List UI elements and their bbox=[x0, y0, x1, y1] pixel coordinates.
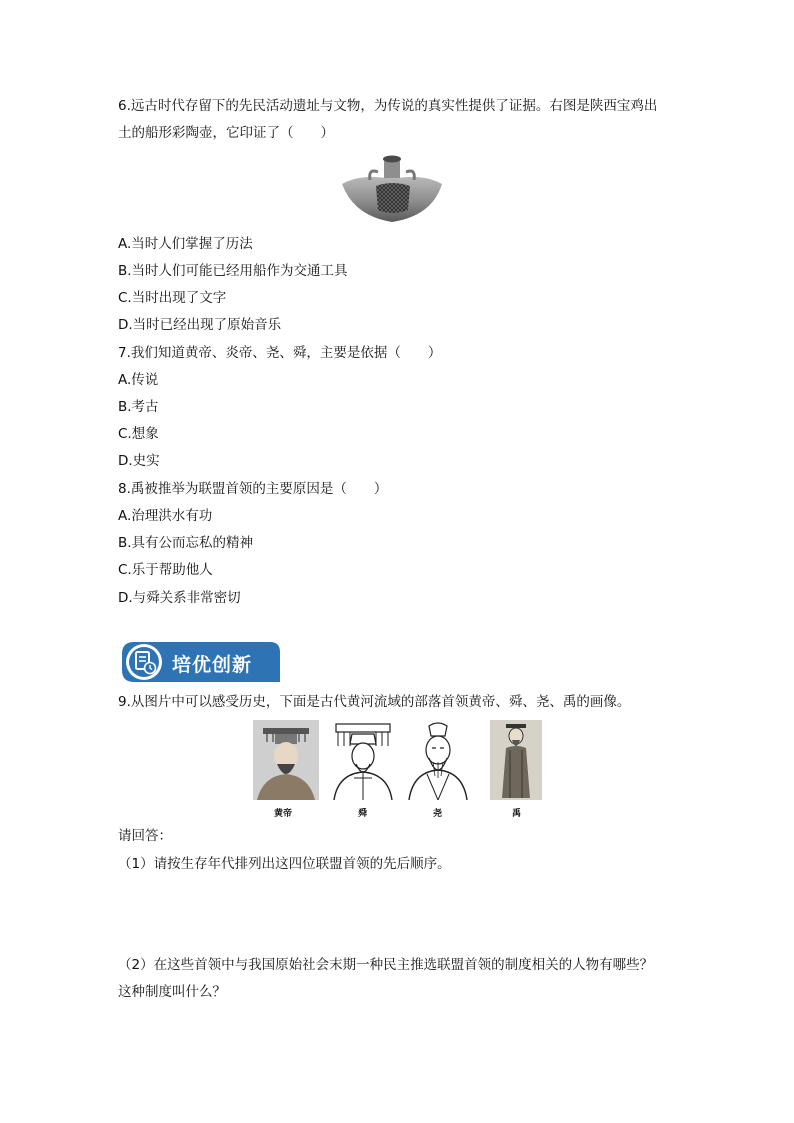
q8-option-a: A.治理洪水有功 bbox=[118, 508, 213, 524]
document-clock-icon bbox=[126, 644, 162, 680]
caption-yu: 禹 bbox=[512, 809, 522, 819]
q9-sub2-line1: （2）在这些首领中与我国原始社会末期一种民主推选联盟首领的制度相关的人物有哪些？ bbox=[118, 957, 654, 973]
boat-shaped-pottery-pot-image bbox=[340, 150, 444, 226]
q8-stem: 8.禹被推举为联盟首领的主要原因是（ ） bbox=[118, 481, 388, 497]
q6-option-d: D.当时已经出现了原始音乐 bbox=[118, 317, 282, 333]
q8-option-b: B.具有公而忘私的精神 bbox=[118, 535, 254, 551]
shun-portrait-image bbox=[330, 720, 396, 800]
huangdi-portrait-image bbox=[253, 720, 319, 800]
q6-option-c: C.当时出现了文字 bbox=[118, 290, 227, 306]
q7-option-a: A.传说 bbox=[118, 372, 159, 388]
caption-shun: 舜 bbox=[358, 809, 368, 819]
q9-stem: 9.从图片中可以感受历史，下面是古代黄河流域的部落首领黄帝、舜、尧、禹的画像。 bbox=[118, 694, 631, 710]
yao-portrait-image bbox=[405, 720, 471, 800]
leader-portraits bbox=[250, 720, 550, 822]
q7-option-b: B.考古 bbox=[118, 399, 159, 415]
q7-stem: 7.我们知道黄帝、炎帝、尧、舜，主要是依据（ ） bbox=[118, 345, 442, 361]
q6-option-a: A.当时人们掌握了历法 bbox=[118, 236, 253, 252]
q9-sub2-line2: 这种制度叫什么？ bbox=[118, 984, 226, 1000]
q8-option-d: D.与舜关系非常密切 bbox=[118, 590, 241, 606]
q8-option-c: C.乐于帮助他人 bbox=[118, 562, 213, 578]
q7-option-d: D.史实 bbox=[118, 453, 160, 469]
q6-stem-line2: 土的船形彩陶壶，它印证了（ ） bbox=[118, 125, 334, 141]
q6-stem-line1: 6.远古时代存留下的先民活动遗址与文物，为传说的真实性提供了证据。右图是陕西宝鸡出 bbox=[118, 98, 658, 114]
yu-portrait-image bbox=[490, 720, 542, 800]
q9-prompt: 请回答： bbox=[118, 828, 172, 844]
q9-sub1: （1）请按生存年代排列出这四位联盟首领的先后顺序。 bbox=[118, 856, 451, 872]
caption-yao: 尧 bbox=[433, 809, 443, 819]
section-banner-label: 培优创新 bbox=[172, 654, 253, 676]
caption-huangdi: 黄帝 bbox=[274, 809, 293, 819]
q6-option-b: B.当时人们可能已经用船作为交通工具 bbox=[118, 263, 348, 279]
q7-option-c: C.想象 bbox=[118, 426, 159, 442]
